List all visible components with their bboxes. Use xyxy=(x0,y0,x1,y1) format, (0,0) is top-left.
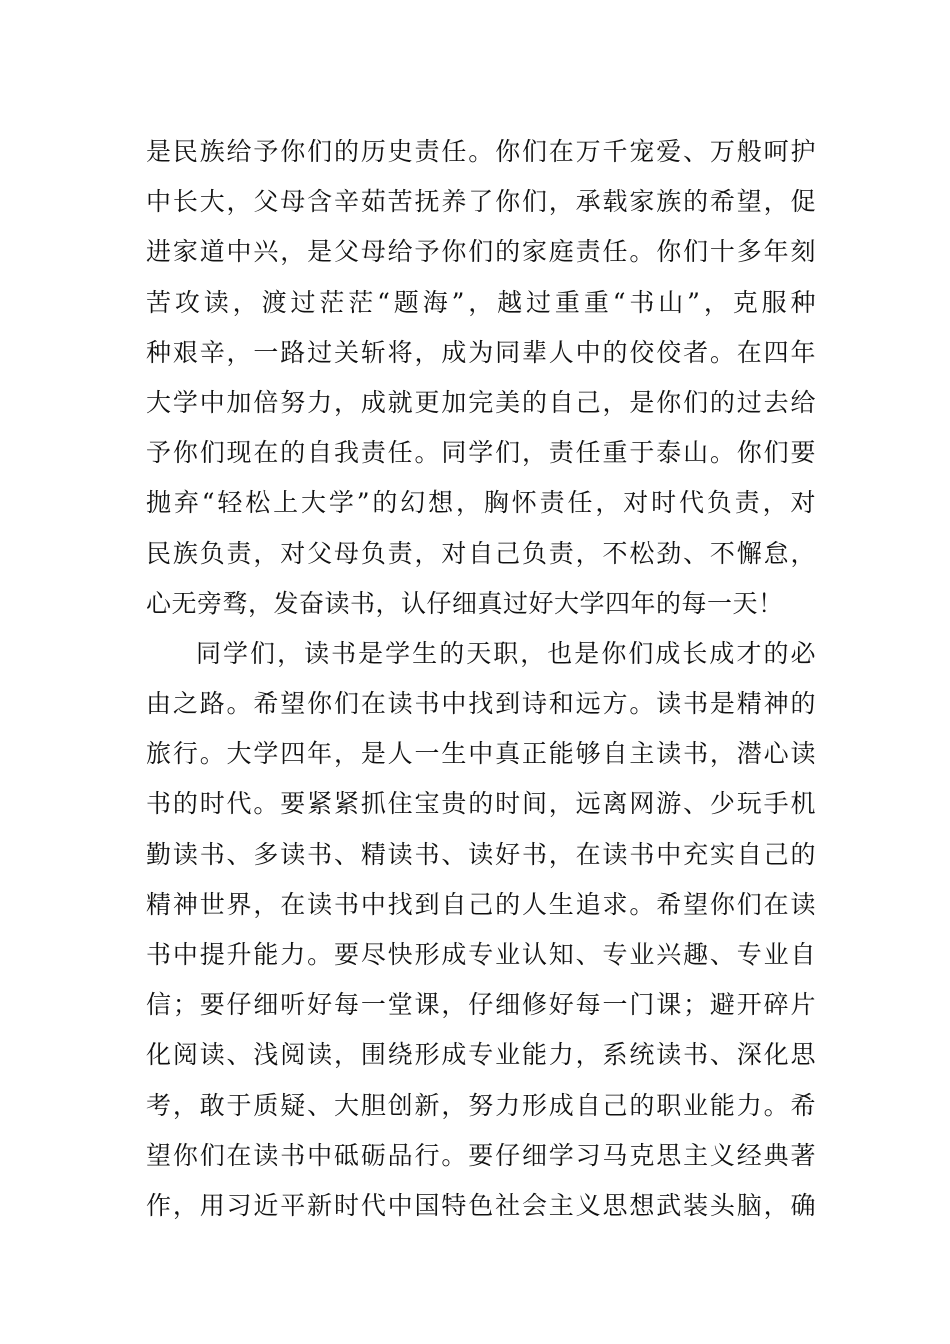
text-line: 书中提升能力。要尽快形成专业认知、专业兴趣、专业自 xyxy=(146,940,816,969)
text-line: 化阅读、浅阅读，围绕形成专业能力，系统读书、深化思 xyxy=(146,1040,816,1070)
text-line: 作，用习近平新时代中国特色社会主义思想武装头脑，确 xyxy=(146,1190,816,1220)
body-text xyxy=(146,127,816,1231)
text-line: 予你们现在的自我责任。同学们，责任重于泰山。你们要 xyxy=(146,438,816,468)
text-line: 旅行。大学四年，是人一生中真正能够自主读书，潜心读 xyxy=(146,739,816,769)
text-line: 书的时代。要紧紧抓住宝贵的时间，远离网游、少玩手机 xyxy=(146,789,816,819)
paragraph-2 xyxy=(146,629,816,1231)
text-line: 苦攻读，渡过茫茫“题海”，越过重重“书山”，克服种 xyxy=(146,287,816,317)
text-line: 精神世界，在读书中找到自己的人生追求。希望你们在读 xyxy=(146,889,816,919)
text-line: 由之路。希望你们在读书中找到诗和远方。读书是精神的 xyxy=(146,689,816,719)
text-line: 是民族给予你们的历史责任。你们在万千宠爱、万般呵护 xyxy=(146,137,816,166)
text-line: 勤读书、多读书、精读书、读好书，在读书中充实自己的 xyxy=(146,839,816,869)
text-line: 种艰辛，一路过关斩将，成为同辈人中的佼佼者。在四年 xyxy=(146,337,816,367)
text-line: 大学中加倍努力，成就更加完美的自己，是你们的过去给 xyxy=(146,387,816,417)
text-line: 信；要仔细听好每一堂课，仔细修好每一门课；避开碎片 xyxy=(146,990,816,1020)
text-line: 望你们在读书中砥砺品行。要仔细学习马克思主义经典著 xyxy=(146,1140,816,1170)
text-line: 心无旁骛，发奋读书，认仔细真过好大学四年的每一天！ xyxy=(146,588,784,618)
text-line: 中长大，父母含辛茹苦抚养了你们，承载家族的希望，促 xyxy=(146,187,816,217)
text-line: 同学们，读书是学生的天职，也是你们成长成才的必 xyxy=(196,638,816,668)
text-line: 进家道中兴，是父母给予你们的家庭责任。你们十多年刻 xyxy=(146,237,816,267)
text-line: 考，敢于质疑、大胆创新，努力形成自己的职业能力。希 xyxy=(146,1090,816,1120)
paragraph-1 xyxy=(146,127,816,629)
text-line: 民族负责，对父母负责，对自己负责，不松劲、不懈怠， xyxy=(146,538,816,568)
text-line: 抛弃“轻松上大学”的幻想，胸怀责任，对时代负责，对 xyxy=(146,488,816,518)
